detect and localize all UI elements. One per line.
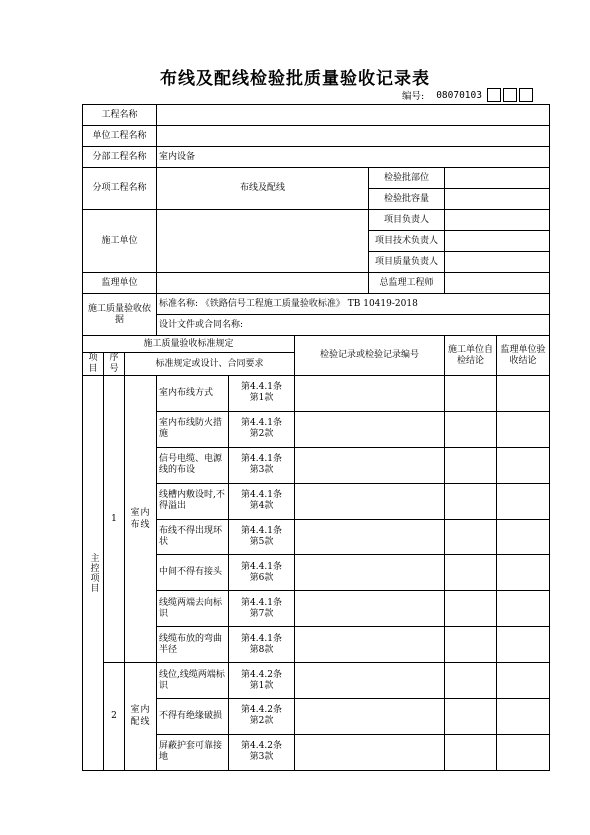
requirement-text: 布线不得出现环状 <box>157 519 229 555</box>
construction-result-cell[interactable] <box>445 591 497 627</box>
record-cell[interactable] <box>295 483 445 519</box>
supervision-result-cell[interactable] <box>497 591 550 627</box>
construction-result-cell[interactable] <box>445 699 497 735</box>
project-name-label: 工程名称 <box>83 105 157 126</box>
inspect-capacity-field[interactable] <box>445 189 550 210</box>
col-seq-header: 序号 <box>104 353 125 376</box>
quality-leader-field[interactable] <box>445 252 550 273</box>
basis-label: 施工质量验收依据 <box>83 294 157 336</box>
number-box-1[interactable] <box>487 88 501 102</box>
record-cell[interactable] <box>295 699 445 735</box>
construction-result-cell[interactable] <box>445 376 497 412</box>
supervision-result-cell[interactable] <box>497 411 550 447</box>
record-cell[interactable] <box>295 627 445 663</box>
supervision-result-cell[interactable] <box>497 627 550 663</box>
unit-project-label: 单位工程名称 <box>83 126 157 147</box>
inspection-record-table <box>82 104 550 771</box>
project-leader-label: 项目负责人 <box>369 210 445 231</box>
item-project-label: 分项工程名称 <box>83 168 157 210</box>
supervision-result-cell[interactable] <box>497 555 550 591</box>
clause-reference: 第4.4.1条 第6款 <box>229 555 295 591</box>
construction-result-cell[interactable] <box>445 447 497 483</box>
clause-reference: 第4.4.1条 第3款 <box>229 447 295 483</box>
construction-result-header: 施工单位自检结论 <box>445 336 497 376</box>
record-cell[interactable] <box>295 663 445 699</box>
supervision-result-header: 监理单位验收结论 <box>497 336 550 376</box>
requirement-text: 室内布线防火措施 <box>157 411 229 447</box>
record-header: 检验记录或检验记录编号 <box>295 336 445 376</box>
record-cell[interactable] <box>295 555 445 591</box>
construction-result-cell[interactable] <box>445 734 497 770</box>
group-seq: 2 <box>104 663 125 771</box>
design-doc-field[interactable]: 设计文件或合同名称: <box>157 315 550 336</box>
requirement-text: 线缆两端去向标识 <box>157 591 229 627</box>
page-title: 布线及配线检验批质量验收记录表 <box>160 69 430 89</box>
supervision-unit-label: 监理单位 <box>83 273 157 294</box>
supervision-result-cell[interactable] <box>497 699 550 735</box>
supervision-unit-field[interactable] <box>157 273 369 294</box>
requirement-text: 不得有绝缘破损 <box>157 699 229 735</box>
clause-reference: 第4.4.2条 第2款 <box>229 699 295 735</box>
requirement-text: 信号电缆、电源线的布设 <box>157 447 229 483</box>
project-leader-field[interactable] <box>445 210 550 231</box>
clause-reference: 第4.4.1条 第2款 <box>229 411 295 447</box>
clause-reference: 第4.4.1条 第8款 <box>229 627 295 663</box>
col-item-header: 项目 <box>83 353 104 376</box>
record-cell[interactable] <box>295 734 445 770</box>
record-number-value: 08070103 <box>436 89 482 101</box>
sub-project-label: 分部工程名称 <box>83 147 157 168</box>
supervision-result-cell[interactable] <box>497 734 550 770</box>
checklist-row <box>83 663 550 699</box>
clause-reference: 第4.4.1条 第4款 <box>229 483 295 519</box>
requirement-text: 屏蔽护套可靠接地 <box>157 734 229 770</box>
group-name: 室内配线 <box>125 663 157 771</box>
construction-result-cell[interactable] <box>445 483 497 519</box>
checklist-row <box>83 376 550 412</box>
number-box-2[interactable] <box>503 88 517 102</box>
record-number-label: 编号: <box>402 91 425 102</box>
record-cell[interactable] <box>295 519 445 555</box>
item-project-field[interactable]: 布线及配线 <box>157 168 369 210</box>
construction-result-cell[interactable] <box>445 411 497 447</box>
record-cell[interactable] <box>295 376 445 412</box>
chief-engineer-label: 总监理工程师 <box>369 273 445 294</box>
clause-reference: 第4.4.1条 第5款 <box>229 519 295 555</box>
construction-unit-field[interactable] <box>157 210 369 273</box>
clause-reference: 第4.4.2条 第1款 <box>229 663 295 699</box>
construction-result-cell[interactable] <box>445 663 497 699</box>
inspect-capacity-label: 检验批容量 <box>369 189 445 210</box>
chief-engineer-field[interactable] <box>445 273 550 294</box>
col-req-header: 标准规定或设计、合同要求 <box>125 353 295 376</box>
tech-leader-label: 项目技术负责人 <box>369 231 445 252</box>
record-cell[interactable] <box>295 411 445 447</box>
requirement-text: 线缆布放的弯曲半径 <box>157 627 229 663</box>
unit-project-field[interactable] <box>157 126 550 147</box>
group-name: 室内布线 <box>125 376 157 663</box>
supervision-result-cell[interactable] <box>497 447 550 483</box>
supervision-result-cell[interactable] <box>497 663 550 699</box>
construction-result-cell[interactable] <box>445 627 497 663</box>
spec-header: 施工质量验收标准规定 <box>83 336 295 353</box>
supervision-result-cell[interactable] <box>497 519 550 555</box>
requirement-text: 线位,线缆两端标识 <box>157 663 229 699</box>
record-number <box>402 88 533 102</box>
inspect-dept-field[interactable] <box>445 168 550 189</box>
construction-result-cell[interactable] <box>445 555 497 591</box>
clause-reference: 第4.4.2条 第3款 <box>229 734 295 770</box>
main-items-label: 主控项目 <box>83 376 104 771</box>
clause-reference: 第4.4.1条 第1款 <box>229 376 295 412</box>
clause-reference: 第4.4.1条 第7款 <box>229 591 295 627</box>
requirement-text: 线槽内敷设时,不得溢出 <box>157 483 229 519</box>
requirement-text: 中间不得有接头 <box>157 555 229 591</box>
record-cell[interactable] <box>295 591 445 627</box>
supervision-result-cell[interactable] <box>497 483 550 519</box>
supervision-result-cell[interactable] <box>497 376 550 412</box>
group-seq: 1 <box>104 376 125 663</box>
inspect-dept-label: 检验批部位 <box>369 168 445 189</box>
quality-leader-label: 项目质量负责人 <box>369 252 445 273</box>
requirement-text: 室内布线方式 <box>157 376 229 412</box>
sub-project-field[interactable]: 室内设备 <box>157 147 550 168</box>
construction-result-cell[interactable] <box>445 519 497 555</box>
tech-leader-field[interactable] <box>445 231 550 252</box>
standard-name: 标准名称: 《铁路信号工程施工质量验收标准》 TB 10419-2018 <box>157 294 550 315</box>
record-cell[interactable] <box>295 447 445 483</box>
project-name-field[interactable] <box>157 105 550 126</box>
number-box-3[interactable] <box>519 88 533 102</box>
construction-unit-label: 施工单位 <box>83 210 157 273</box>
